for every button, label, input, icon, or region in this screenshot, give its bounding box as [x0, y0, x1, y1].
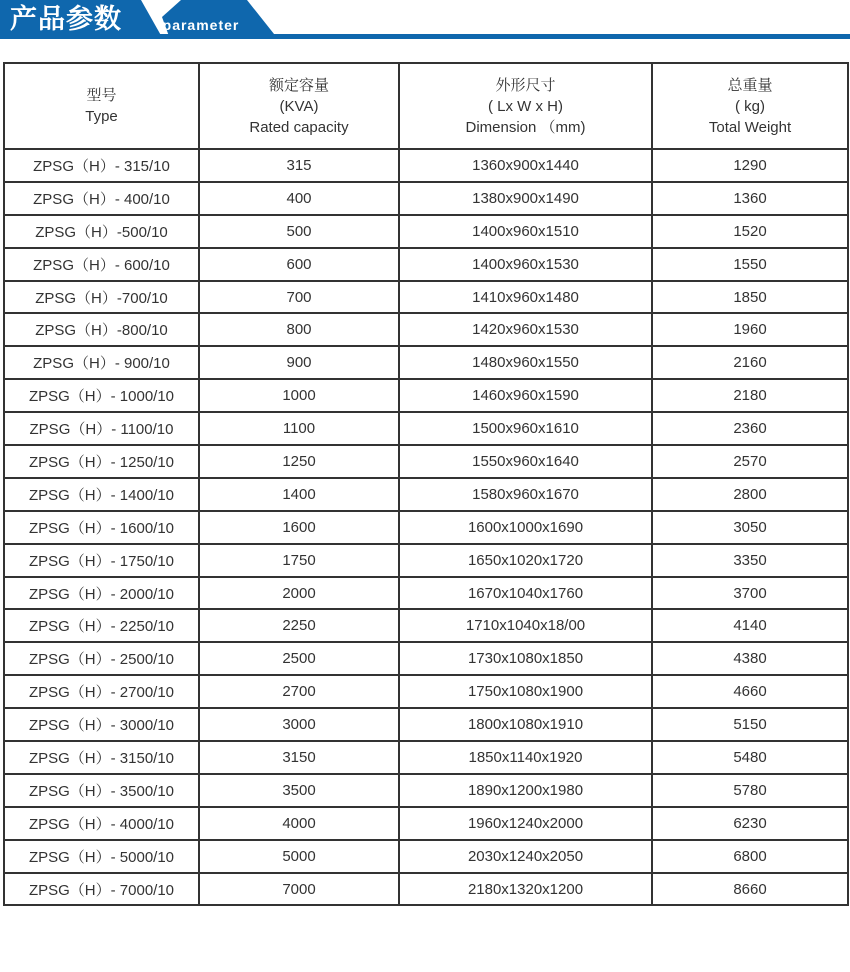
weight-cell: 2360	[652, 412, 848, 445]
table-header-row	[4, 63, 848, 149]
table-row	[4, 346, 848, 379]
dimension-cell: 1710x1040x18/00	[399, 609, 652, 642]
type-cell: ZPSG（H）- 1600/10	[4, 511, 199, 544]
table-row	[4, 182, 848, 215]
table-body	[4, 149, 848, 905]
dimension-cell: 1890x1200x1980	[399, 774, 652, 807]
type-cell: ZPSG（H）- 2500/10	[4, 642, 199, 675]
weight-cell: 1960	[652, 313, 848, 346]
type-cell: ZPSG（H）- 3000/10	[4, 708, 199, 741]
column-header-2	[199, 63, 399, 149]
weight-cell: 3700	[652, 577, 848, 610]
capacity-cell: 2000	[199, 577, 399, 610]
capacity-cell: 4000	[199, 807, 399, 840]
type-cell: ZPSG（H）- 2700/10	[4, 675, 199, 708]
table-row	[4, 149, 848, 182]
column-header-line: Type	[85, 108, 118, 125]
capacity-cell: 1600	[199, 511, 399, 544]
weight-cell: 1290	[652, 149, 848, 182]
weight-cell: 2160	[652, 346, 848, 379]
capacity-cell: 1100	[199, 412, 399, 445]
type-cell: ZPSG（H）- 4000/10	[4, 807, 199, 840]
weight-cell: 5480	[652, 741, 848, 774]
weight-cell: 6230	[652, 807, 848, 840]
capacity-cell: 2500	[199, 642, 399, 675]
type-cell: ZPSG（H）- 1000/10	[4, 379, 199, 412]
dimension-cell: 1600x1000x1690	[399, 511, 652, 544]
table-header	[4, 63, 848, 149]
type-cell: ZPSG（H）- 3500/10	[4, 774, 199, 807]
dimension-cell: 1800x1080x1910	[399, 708, 652, 741]
parameters-table	[3, 62, 849, 906]
type-cell: ZPSG（H）- 1750/10	[4, 544, 199, 577]
dimension-cell: 2180x1320x1200	[399, 873, 652, 906]
capacity-cell: 3500	[199, 774, 399, 807]
type-cell: ZPSG（H）- 900/10	[4, 346, 199, 379]
weight-cell: 4380	[652, 642, 848, 675]
dimension-cell: 1550x960x1640	[399, 445, 652, 478]
type-cell: ZPSG（H）-800/10	[4, 313, 199, 346]
capacity-cell: 3150	[199, 741, 399, 774]
capacity-cell: 600	[199, 248, 399, 281]
table-row	[4, 215, 848, 248]
capacity-cell: 2250	[199, 609, 399, 642]
column-header-3	[399, 63, 652, 149]
column-header-line: 额定容量	[268, 76, 329, 94]
table-row	[4, 840, 848, 873]
capacity-cell: 1000	[199, 379, 399, 412]
table-row	[4, 379, 848, 412]
dimension-cell: 1460x960x1590	[399, 379, 652, 412]
type-cell: ZPSG（H）- 2000/10	[4, 577, 199, 610]
type-cell: ZPSG（H）- 600/10	[4, 248, 199, 281]
type-cell: ZPSG（H）- 7000/10	[4, 873, 199, 906]
table-row	[4, 248, 848, 281]
dimension-cell: 1500x960x1610	[399, 412, 652, 445]
dimension-cell: 1400x960x1510	[399, 215, 652, 248]
weight-cell: 4140	[652, 609, 848, 642]
parameters-table-container	[3, 62, 847, 906]
capacity-cell: 1750	[199, 544, 399, 577]
dimension-cell: 1850x1140x1920	[399, 741, 652, 774]
weight-cell: 3050	[652, 511, 848, 544]
capacity-cell: 7000	[199, 873, 399, 906]
weight-cell: 2570	[652, 445, 848, 478]
column-header-4	[652, 63, 848, 149]
table-row	[4, 511, 848, 544]
type-cell: ZPSG（H）- 2250/10	[4, 609, 199, 642]
column-header-line: 型号	[86, 87, 117, 104]
weight-cell: 5780	[652, 774, 848, 807]
weight-cell: 1550	[652, 248, 848, 281]
dimension-cell: 1380x900x1490	[399, 182, 652, 215]
capacity-cell: 900	[199, 346, 399, 379]
table-row	[4, 741, 848, 774]
capacity-cell: 800	[199, 313, 399, 346]
table-row	[4, 313, 848, 346]
weight-cell: 6800	[652, 840, 848, 873]
table-row	[4, 642, 848, 675]
type-cell: ZPSG（H）- 400/10	[4, 182, 199, 215]
column-header-line: Total Weight	[708, 118, 792, 136]
table-row	[4, 774, 848, 807]
type-cell: ZPSG（H）- 1400/10	[4, 478, 199, 511]
column-header-line: ( Lx W x H)	[488, 97, 563, 115]
table-row	[4, 873, 848, 906]
dimension-cell: 1480x960x1550	[399, 346, 652, 379]
table-row	[4, 281, 848, 314]
dimension-cell: 1650x1020x1720	[399, 544, 652, 577]
table-row	[4, 609, 848, 642]
capacity-cell: 500	[199, 215, 399, 248]
column-header-line: 外形尺寸	[495, 76, 556, 94]
table-row	[4, 807, 848, 840]
table-row	[4, 708, 848, 741]
type-cell: ZPSG（H）- 5000/10	[4, 840, 199, 873]
capacity-cell: 1250	[199, 445, 399, 478]
dimension-cell: 1360x900x1440	[399, 149, 652, 182]
capacity-cell: 315	[199, 149, 399, 182]
type-cell: ZPSG（H）- 1100/10	[4, 412, 199, 445]
capacity-cell: 2700	[199, 675, 399, 708]
weight-cell: 2800	[652, 478, 848, 511]
column-header-1	[4, 63, 199, 149]
section-banner	[0, 0, 850, 44]
table-row	[4, 478, 848, 511]
table-row	[4, 544, 848, 577]
column-header-line: (KVA)	[279, 97, 319, 115]
dimension-cell: 2030x1240x2050	[399, 840, 652, 873]
table-row	[4, 445, 848, 478]
weight-cell: 1360	[652, 182, 848, 215]
dimension-cell: 1730x1080x1850	[399, 642, 652, 675]
table-row	[4, 675, 848, 708]
dimension-cell: 1580x960x1670	[399, 478, 652, 511]
table-row	[4, 412, 848, 445]
dimension-cell: 1960x1240x2000	[399, 807, 652, 840]
weight-cell: 1850	[652, 281, 848, 314]
dimension-cell: 1400x960x1530	[399, 248, 652, 281]
column-header-line: 总重量	[727, 76, 773, 94]
table-row	[4, 577, 848, 610]
dimension-cell: 1670x1040x1760	[399, 577, 652, 610]
dimension-cell: 1750x1080x1900	[399, 675, 652, 708]
dimension-cell: 1410x960x1480	[399, 281, 652, 314]
column-header-line: Rated capacity	[249, 118, 349, 136]
type-cell: ZPSG（H）- 3150/10	[4, 741, 199, 774]
capacity-cell: 5000	[199, 840, 399, 873]
type-cell: ZPSG（H）- 1250/10	[4, 445, 199, 478]
column-header-line: ( kg)	[735, 97, 765, 115]
capacity-cell: 400	[199, 182, 399, 215]
section-subtitle: parameter	[162, 17, 240, 33]
capacity-cell: 1400	[199, 478, 399, 511]
capacity-cell: 3000	[199, 708, 399, 741]
weight-cell: 1520	[652, 215, 848, 248]
column-header-line: Dimension （mm)	[465, 118, 586, 136]
type-cell: ZPSG（H）-700/10	[4, 281, 199, 314]
capacity-cell: 700	[199, 281, 399, 314]
dimension-cell: 1420x960x1530	[399, 313, 652, 346]
weight-cell: 5150	[652, 708, 848, 741]
section-title: 产品参数	[10, 4, 122, 34]
type-cell: ZPSG（H）- 315/10	[4, 149, 199, 182]
type-cell: ZPSG（H）-500/10	[4, 215, 199, 248]
weight-cell: 2180	[652, 379, 848, 412]
weight-cell: 4660	[652, 675, 848, 708]
weight-cell: 8660	[652, 873, 848, 906]
weight-cell: 3350	[652, 544, 848, 577]
